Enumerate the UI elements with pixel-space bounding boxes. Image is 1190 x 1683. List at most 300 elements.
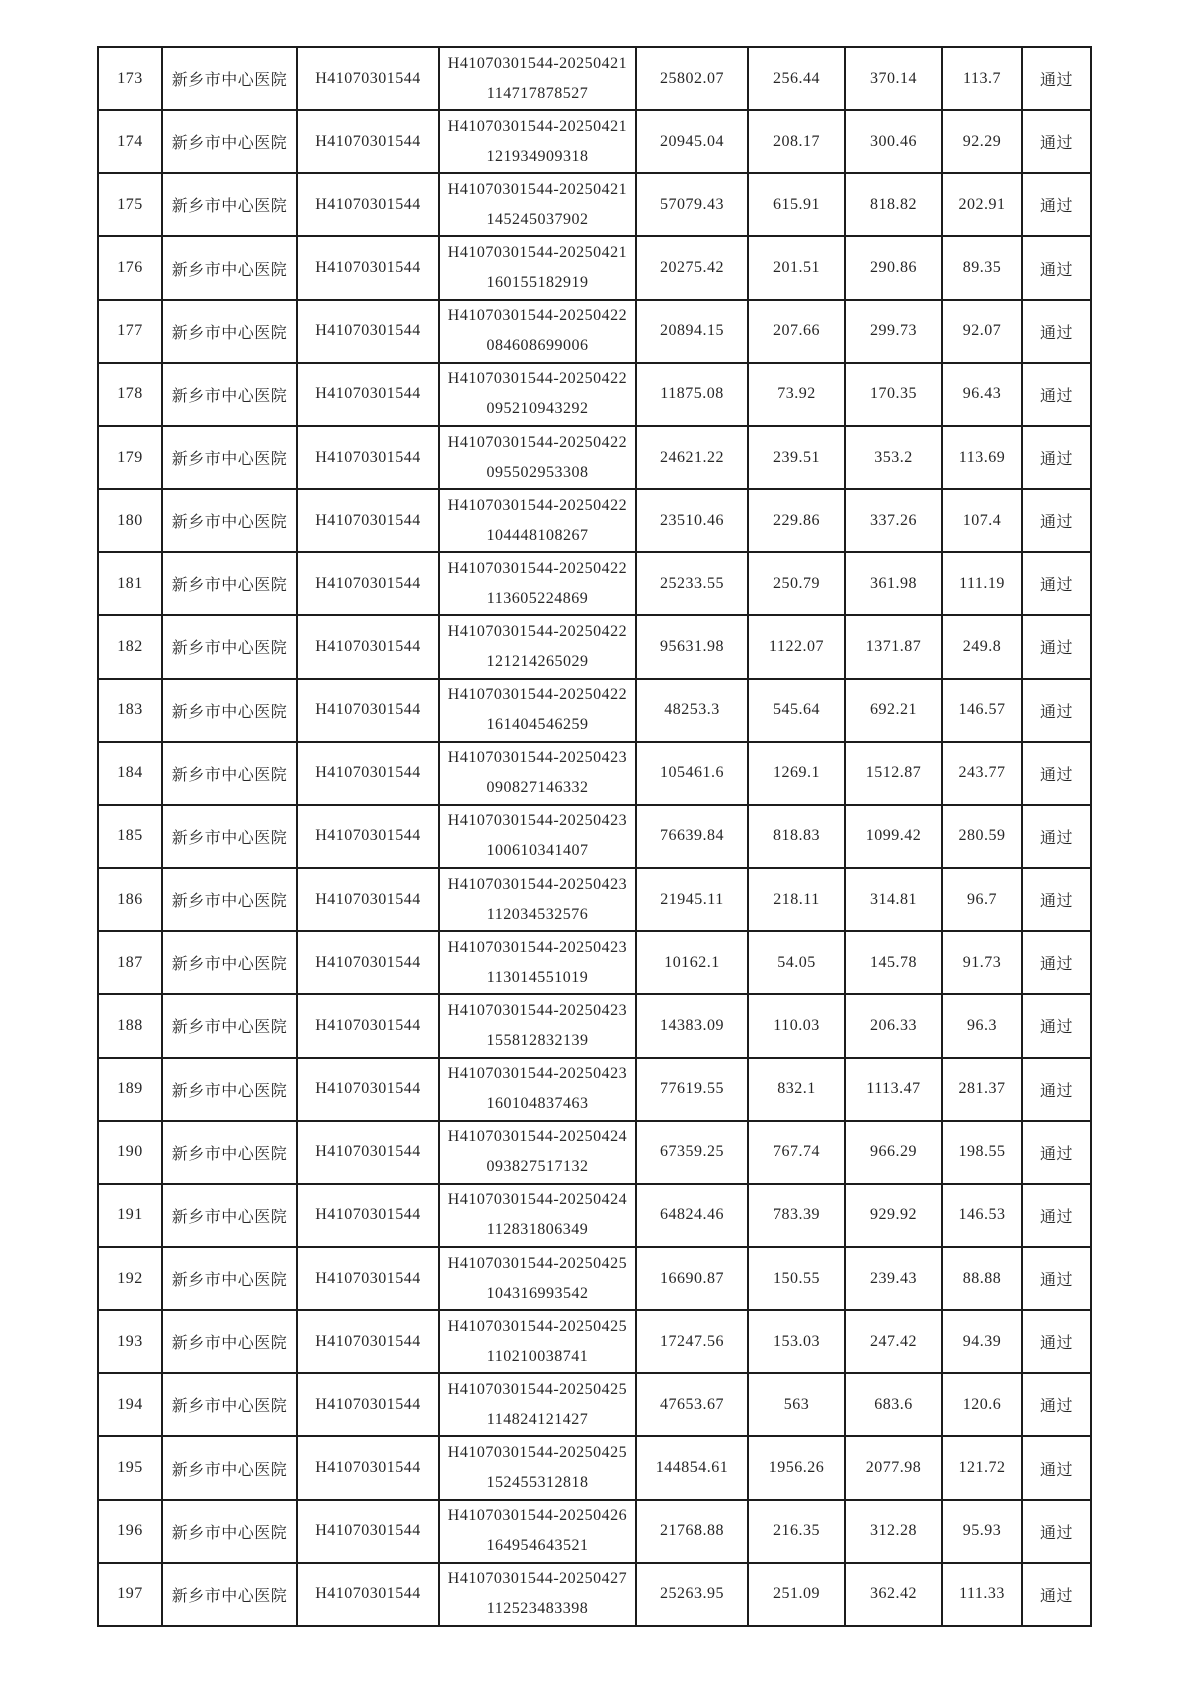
- cell-value-3: 198.55: [942, 1121, 1022, 1184]
- cell-hospital-code: H41070301544: [297, 615, 439, 678]
- table-row: [98, 1247, 1091, 1310]
- cell-document-number: [439, 1436, 636, 1499]
- cell-row-number: 175: [98, 173, 162, 236]
- table-row: [98, 868, 1091, 931]
- cell-value-1: 1122.07: [748, 615, 845, 678]
- cell-value-1: 208.17: [748, 110, 845, 173]
- cell-value-1: 73.92: [748, 363, 845, 426]
- table-row: [98, 742, 1091, 805]
- cell-value-1: 54.05: [748, 931, 845, 994]
- cell-value-3: 243.77: [942, 742, 1022, 805]
- cell-document-number: [439, 426, 636, 489]
- cell-hospital-name: 新乡市中心医院: [162, 1058, 297, 1121]
- document-number-line2: 155812832139: [486, 1031, 589, 1049]
- cell-total-amount: 57079.43: [636, 173, 748, 236]
- cell-hospital-code: H41070301544: [297, 1247, 439, 1310]
- cell-hospital-name: 新乡市中心医院: [162, 173, 297, 236]
- document-number-line1: H41070301544-20250422: [447, 370, 628, 388]
- cell-value-3: 146.57: [942, 679, 1022, 742]
- document-number-line1: H41070301544-20250422: [447, 622, 628, 640]
- table-row: [98, 110, 1091, 173]
- cell-hospital-code: H41070301544: [297, 110, 439, 173]
- cell-value-2: 299.73: [845, 300, 942, 363]
- cell-hospital-name: 新乡市中心医院: [162, 110, 297, 173]
- cell-value-1: 207.66: [748, 300, 845, 363]
- cell-total-amount: 64824.46: [636, 1184, 748, 1247]
- cell-hospital-name: 新乡市中心医院: [162, 236, 297, 299]
- cell-value-3: 88.88: [942, 1247, 1022, 1310]
- cell-audit-status: 通过: [1022, 1563, 1091, 1626]
- cell-hospital-code: H41070301544: [297, 1058, 439, 1121]
- cell-row-number: 193: [98, 1310, 162, 1373]
- cell-value-1: 110.03: [748, 994, 845, 1057]
- cell-value-3: 91.73: [942, 931, 1022, 994]
- cell-value-3: 94.39: [942, 1310, 1022, 1373]
- cell-hospital-code: H41070301544: [297, 1563, 439, 1626]
- table-row: [98, 1058, 1091, 1121]
- cell-value-1: 783.39: [748, 1184, 845, 1247]
- cell-total-amount: 16690.87: [636, 1247, 748, 1310]
- cell-document-number: [439, 679, 636, 742]
- cell-value-3: 111.33: [942, 1563, 1022, 1626]
- cell-value-3: 146.53: [942, 1184, 1022, 1247]
- cell-hospital-code: H41070301544: [297, 994, 439, 1057]
- cell-hospital-code: H41070301544: [297, 1310, 439, 1373]
- table-row: [98, 300, 1091, 363]
- document-number-line1: H41070301544-20250422: [447, 686, 628, 704]
- cell-value-2: 1512.87: [845, 742, 942, 805]
- cell-value-1: 250.79: [748, 552, 845, 615]
- cell-hospital-name: 新乡市中心医院: [162, 1500, 297, 1563]
- cell-hospital-code: H41070301544: [297, 679, 439, 742]
- cell-value-2: 818.82: [845, 173, 942, 236]
- cell-hospital-name: 新乡市中心医院: [162, 679, 297, 742]
- document-number-line1: H41070301544-20250422: [447, 559, 628, 577]
- document-number-line2: 112831806349: [486, 1221, 589, 1239]
- cell-total-amount: 10162.1: [636, 931, 748, 994]
- cell-total-amount: 95631.98: [636, 615, 748, 678]
- cell-value-3: 281.37: [942, 1058, 1022, 1121]
- table-row: [98, 1500, 1091, 1563]
- cell-hospital-name: 新乡市中心医院: [162, 994, 297, 1057]
- cell-audit-status: 通过: [1022, 236, 1091, 299]
- table-row: [98, 1373, 1091, 1436]
- cell-value-3: 120.6: [942, 1373, 1022, 1436]
- table-row: [98, 931, 1091, 994]
- cell-document-number: [439, 236, 636, 299]
- document-number-line2: 084608699006: [486, 337, 589, 355]
- document-number-line2: 113014551019: [486, 968, 589, 986]
- document-number-line2: 164954643521: [486, 1537, 589, 1555]
- cell-document-number: [439, 931, 636, 994]
- document-number-line2: 104316993542: [486, 1284, 589, 1302]
- cell-hospital-name: 新乡市中心医院: [162, 1310, 297, 1373]
- cell-value-3: 92.07: [942, 300, 1022, 363]
- cell-value-1: 767.74: [748, 1121, 845, 1184]
- document-number-line2: 114717878527: [486, 84, 589, 102]
- cell-hospital-code: H41070301544: [297, 236, 439, 299]
- cell-value-1: 239.51: [748, 426, 845, 489]
- cell-value-2: 314.81: [845, 868, 942, 931]
- document-number-line1: H41070301544-20250422: [447, 307, 628, 325]
- cell-total-amount: 67359.25: [636, 1121, 748, 1184]
- cell-value-3: 113.69: [942, 426, 1022, 489]
- cell-value-1: 229.86: [748, 489, 845, 552]
- document-number-line2: 121934909318: [486, 147, 589, 165]
- cell-value-1: 1269.1: [748, 742, 845, 805]
- cell-total-amount: 25263.95: [636, 1563, 748, 1626]
- document-number-line1: H41070301544-20250423: [447, 1001, 628, 1019]
- cell-audit-status: 通过: [1022, 1500, 1091, 1563]
- cell-hospital-code: H41070301544: [297, 1436, 439, 1499]
- document-number-line2: 100610341407: [486, 842, 589, 860]
- cell-hospital-name: 新乡市中心医院: [162, 489, 297, 552]
- cell-value-3: 89.35: [942, 236, 1022, 299]
- cell-document-number: [439, 1121, 636, 1184]
- cell-value-2: 206.33: [845, 994, 942, 1057]
- document-number-line2: 104448108267: [486, 526, 589, 544]
- table-row: [98, 1121, 1091, 1184]
- cell-row-number: 189: [98, 1058, 162, 1121]
- cell-value-2: 683.6: [845, 1373, 942, 1436]
- cell-document-number: [439, 1184, 636, 1247]
- cell-value-2: 145.78: [845, 931, 942, 994]
- cell-value-2: 1099.42: [845, 805, 942, 868]
- cell-document-number: [439, 742, 636, 805]
- cell-hospital-name: 新乡市中心医院: [162, 363, 297, 426]
- cell-audit-status: 通过: [1022, 363, 1091, 426]
- cell-value-2: 929.92: [845, 1184, 942, 1247]
- cell-total-amount: 20894.15: [636, 300, 748, 363]
- document-number-line2: 152455312818: [486, 1474, 589, 1492]
- cell-row-number: 177: [98, 300, 162, 363]
- document-number-line1: H41070301544-20250423: [447, 1065, 628, 1083]
- cell-document-number: [439, 300, 636, 363]
- document-number-line2: 160104837463: [486, 1095, 589, 1113]
- cell-value-2: 337.26: [845, 489, 942, 552]
- cell-hospital-name: 新乡市中心医院: [162, 931, 297, 994]
- cell-audit-status: 通过: [1022, 868, 1091, 931]
- cell-row-number: 194: [98, 1373, 162, 1436]
- cell-value-3: 95.93: [942, 1500, 1022, 1563]
- cell-document-number: [439, 110, 636, 173]
- cell-value-1: 545.64: [748, 679, 845, 742]
- cell-hospital-code: H41070301544: [297, 931, 439, 994]
- cell-audit-status: 通过: [1022, 1184, 1091, 1247]
- cell-row-number: 183: [98, 679, 162, 742]
- cell-document-number: [439, 1500, 636, 1563]
- cell-hospital-name: 新乡市中心医院: [162, 1373, 297, 1436]
- cell-row-number: 195: [98, 1436, 162, 1499]
- cell-document-number: [439, 1563, 636, 1626]
- cell-total-amount: 48253.3: [636, 679, 748, 742]
- table-row: [98, 47, 1091, 110]
- cell-row-number: 187: [98, 931, 162, 994]
- cell-audit-status: 通过: [1022, 1121, 1091, 1184]
- cell-audit-status: 通过: [1022, 742, 1091, 805]
- cell-document-number: [439, 805, 636, 868]
- cell-row-number: 184: [98, 742, 162, 805]
- document-number-line1: H41070301544-20250422: [447, 433, 628, 451]
- document-number-line2: 090827146332: [486, 779, 589, 797]
- cell-row-number: 185: [98, 805, 162, 868]
- cell-audit-status: 通过: [1022, 489, 1091, 552]
- cell-value-2: 312.28: [845, 1500, 942, 1563]
- cell-row-number: 180: [98, 489, 162, 552]
- document-number-line1: H41070301544-20250421: [447, 54, 628, 72]
- cell-hospital-name: 新乡市中心医院: [162, 552, 297, 615]
- cell-row-number: 191: [98, 1184, 162, 1247]
- cell-audit-status: 通过: [1022, 300, 1091, 363]
- cell-hospital-code: H41070301544: [297, 426, 439, 489]
- cell-value-2: 239.43: [845, 1247, 942, 1310]
- cell-value-2: 966.29: [845, 1121, 942, 1184]
- cell-audit-status: 通过: [1022, 426, 1091, 489]
- document-number-line2: 161404546259: [486, 716, 589, 734]
- table-row: [98, 236, 1091, 299]
- document-number-line2: 095502953308: [486, 463, 589, 481]
- cell-value-2: 300.46: [845, 110, 942, 173]
- cell-value-2: 692.21: [845, 679, 942, 742]
- cell-row-number: 196: [98, 1500, 162, 1563]
- document-number-line1: H41070301544-20250421: [447, 117, 628, 135]
- document-number-line2: 093827517132: [486, 1158, 589, 1176]
- cell-hospital-code: H41070301544: [297, 1184, 439, 1247]
- cell-row-number: 192: [98, 1247, 162, 1310]
- cell-hospital-code: H41070301544: [297, 300, 439, 363]
- cell-row-number: 188: [98, 994, 162, 1057]
- cell-value-1: 256.44: [748, 47, 845, 110]
- cell-hospital-name: 新乡市中心医院: [162, 1436, 297, 1499]
- cell-total-amount: 25233.55: [636, 552, 748, 615]
- cell-hospital-code: H41070301544: [297, 47, 439, 110]
- document-number-line1: H41070301544-20250427: [447, 1570, 628, 1588]
- cell-hospital-code: H41070301544: [297, 173, 439, 236]
- cell-document-number: [439, 47, 636, 110]
- cell-audit-status: 通过: [1022, 1247, 1091, 1310]
- cell-hospital-code: H41070301544: [297, 1121, 439, 1184]
- cell-total-amount: 17247.56: [636, 1310, 748, 1373]
- document-number-line2: 110210038741: [486, 1347, 589, 1365]
- cell-row-number: 186: [98, 868, 162, 931]
- cell-value-3: 121.72: [942, 1436, 1022, 1499]
- cell-hospital-name: 新乡市中心医院: [162, 47, 297, 110]
- document-number-line2: 113605224869: [486, 589, 589, 607]
- document-number-line1: H41070301544-20250424: [447, 1128, 628, 1146]
- table-row: [98, 994, 1091, 1057]
- cell-value-3: 113.7: [942, 47, 1022, 110]
- cell-audit-status: 通过: [1022, 110, 1091, 173]
- cell-hospital-code: H41070301544: [297, 868, 439, 931]
- cell-hospital-code: H41070301544: [297, 742, 439, 805]
- cell-audit-status: 通过: [1022, 805, 1091, 868]
- cell-value-3: 111.19: [942, 552, 1022, 615]
- cell-value-2: 290.86: [845, 236, 942, 299]
- cell-audit-status: 通过: [1022, 615, 1091, 678]
- cell-hospital-code: H41070301544: [297, 1500, 439, 1563]
- table-row: [98, 552, 1091, 615]
- table-row: [98, 489, 1091, 552]
- cell-hospital-name: 新乡市中心医院: [162, 742, 297, 805]
- cell-document-number: [439, 1247, 636, 1310]
- cell-value-2: 170.35: [845, 363, 942, 426]
- table-body: [98, 47, 1091, 1626]
- cell-audit-status: 通过: [1022, 173, 1091, 236]
- cell-value-1: 153.03: [748, 1310, 845, 1373]
- cell-total-amount: 21768.88: [636, 1500, 748, 1563]
- cell-hospital-code: H41070301544: [297, 552, 439, 615]
- document-number-line1: H41070301544-20250424: [447, 1191, 628, 1209]
- cell-value-2: 247.42: [845, 1310, 942, 1373]
- cell-row-number: 181: [98, 552, 162, 615]
- cell-document-number: [439, 363, 636, 426]
- document-number-line1: H41070301544-20250425: [447, 1380, 628, 1398]
- cell-value-3: 92.29: [942, 110, 1022, 173]
- document-number-line1: H41070301544-20250421: [447, 244, 628, 262]
- cell-total-amount: 105461.6: [636, 742, 748, 805]
- cell-value-2: 2077.98: [845, 1436, 942, 1499]
- cell-value-1: 832.1: [748, 1058, 845, 1121]
- cell-total-amount: 14383.09: [636, 994, 748, 1057]
- document-number-line1: H41070301544-20250423: [447, 749, 628, 767]
- cell-value-1: 251.09: [748, 1563, 845, 1626]
- document-number-line1: H41070301544-20250422: [447, 496, 628, 514]
- document-number-line1: H41070301544-20250423: [447, 812, 628, 830]
- cell-audit-status: 通过: [1022, 1373, 1091, 1436]
- cell-audit-status: 通过: [1022, 552, 1091, 615]
- cell-value-1: 150.55: [748, 1247, 845, 1310]
- table-row: [98, 1436, 1091, 1499]
- cell-value-3: 96.43: [942, 363, 1022, 426]
- cell-document-number: [439, 1373, 636, 1436]
- cell-row-number: 182: [98, 615, 162, 678]
- cell-value-2: 361.98: [845, 552, 942, 615]
- cell-total-amount: 21945.11: [636, 868, 748, 931]
- document-number-line2: 121214265029: [486, 652, 589, 670]
- cell-row-number: 197: [98, 1563, 162, 1626]
- cell-value-2: 353.2: [845, 426, 942, 489]
- cell-document-number: [439, 552, 636, 615]
- cell-row-number: 179: [98, 426, 162, 489]
- cell-document-number: [439, 868, 636, 931]
- cell-value-2: 370.14: [845, 47, 942, 110]
- document-number-line2: 112034532576: [486, 905, 589, 923]
- cell-value-1: 563: [748, 1373, 845, 1436]
- table-row: [98, 363, 1091, 426]
- document-number-line2: 145245037902: [486, 210, 589, 228]
- cell-hospital-code: H41070301544: [297, 1373, 439, 1436]
- cell-hospital-code: H41070301544: [297, 363, 439, 426]
- cell-hospital-name: 新乡市中心医院: [162, 615, 297, 678]
- cell-row-number: 174: [98, 110, 162, 173]
- cell-value-1: 201.51: [748, 236, 845, 299]
- cell-audit-status: 通过: [1022, 994, 1091, 1057]
- document-number-line2: 114824121427: [486, 1410, 589, 1428]
- cell-audit-status: 通过: [1022, 1436, 1091, 1499]
- cell-hospital-name: 新乡市中心医院: [162, 868, 297, 931]
- table-row: [98, 1310, 1091, 1373]
- cell-value-3: 96.3: [942, 994, 1022, 1057]
- cell-hospital-name: 新乡市中心医院: [162, 805, 297, 868]
- table-row: [98, 1563, 1091, 1626]
- document-number-line1: H41070301544-20250425: [447, 1444, 628, 1462]
- cell-audit-status: 通过: [1022, 1058, 1091, 1121]
- document-number-line1: H41070301544-20250423: [447, 875, 628, 893]
- cell-document-number: [439, 615, 636, 678]
- cell-total-amount: 24621.22: [636, 426, 748, 489]
- document-number-line2: 095210943292: [486, 400, 589, 418]
- cell-row-number: 178: [98, 363, 162, 426]
- cell-total-amount: 76639.84: [636, 805, 748, 868]
- cell-value-1: 218.11: [748, 868, 845, 931]
- cell-value-2: 362.42: [845, 1563, 942, 1626]
- cell-hospital-code: H41070301544: [297, 489, 439, 552]
- table-row: [98, 805, 1091, 868]
- cell-total-amount: 77619.55: [636, 1058, 748, 1121]
- document-number-line1: H41070301544-20250423: [447, 938, 628, 956]
- table-row: [98, 173, 1091, 236]
- cell-document-number: [439, 173, 636, 236]
- cell-hospital-name: 新乡市中心医院: [162, 426, 297, 489]
- records-table: [97, 46, 1092, 1627]
- cell-total-amount: 20945.04: [636, 110, 748, 173]
- document-number-line1: H41070301544-20250425: [447, 1254, 628, 1272]
- cell-value-2: 1371.87: [845, 615, 942, 678]
- cell-value-1: 818.83: [748, 805, 845, 868]
- document-number-line1: H41070301544-20250426: [447, 1507, 628, 1525]
- cell-hospital-name: 新乡市中心医院: [162, 1247, 297, 1310]
- cell-audit-status: 通过: [1022, 1310, 1091, 1373]
- cell-hospital-name: 新乡市中心医院: [162, 1121, 297, 1184]
- cell-value-3: 280.59: [942, 805, 1022, 868]
- cell-total-amount: 11875.08: [636, 363, 748, 426]
- table-row: [98, 679, 1091, 742]
- cell-total-amount: 47653.67: [636, 1373, 748, 1436]
- cell-audit-status: 通过: [1022, 931, 1091, 994]
- cell-value-3: 107.4: [942, 489, 1022, 552]
- table-row: [98, 615, 1091, 678]
- cell-hospital-code: H41070301544: [297, 805, 439, 868]
- cell-row-number: 173: [98, 47, 162, 110]
- document-number-line1: H41070301544-20250425: [447, 1317, 628, 1335]
- cell-document-number: [439, 489, 636, 552]
- table-row: [98, 426, 1091, 489]
- cell-audit-status: 通过: [1022, 679, 1091, 742]
- cell-value-2: 1113.47: [845, 1058, 942, 1121]
- cell-value-1: 216.35: [748, 1500, 845, 1563]
- document-number-line1: H41070301544-20250421: [447, 180, 628, 198]
- cell-hospital-name: 新乡市中心医院: [162, 1184, 297, 1247]
- cell-document-number: [439, 1058, 636, 1121]
- cell-document-number: [439, 994, 636, 1057]
- cell-row-number: 176: [98, 236, 162, 299]
- table-row: [98, 1184, 1091, 1247]
- cell-row-number: 190: [98, 1121, 162, 1184]
- cell-value-3: 249.8: [942, 615, 1022, 678]
- cell-document-number: [439, 1310, 636, 1373]
- document-number-line2: 112523483398: [486, 1600, 589, 1618]
- cell-value-3: 202.91: [942, 173, 1022, 236]
- cell-hospital-name: 新乡市中心医院: [162, 300, 297, 363]
- cell-value-3: 96.7: [942, 868, 1022, 931]
- cell-value-1: 615.91: [748, 173, 845, 236]
- cell-total-amount: 23510.46: [636, 489, 748, 552]
- cell-total-amount: 20275.42: [636, 236, 748, 299]
- cell-audit-status: 通过: [1022, 47, 1091, 110]
- cell-value-1: 1956.26: [748, 1436, 845, 1499]
- document-number-line2: 160155182919: [486, 274, 589, 292]
- cell-total-amount: 25802.07: [636, 47, 748, 110]
